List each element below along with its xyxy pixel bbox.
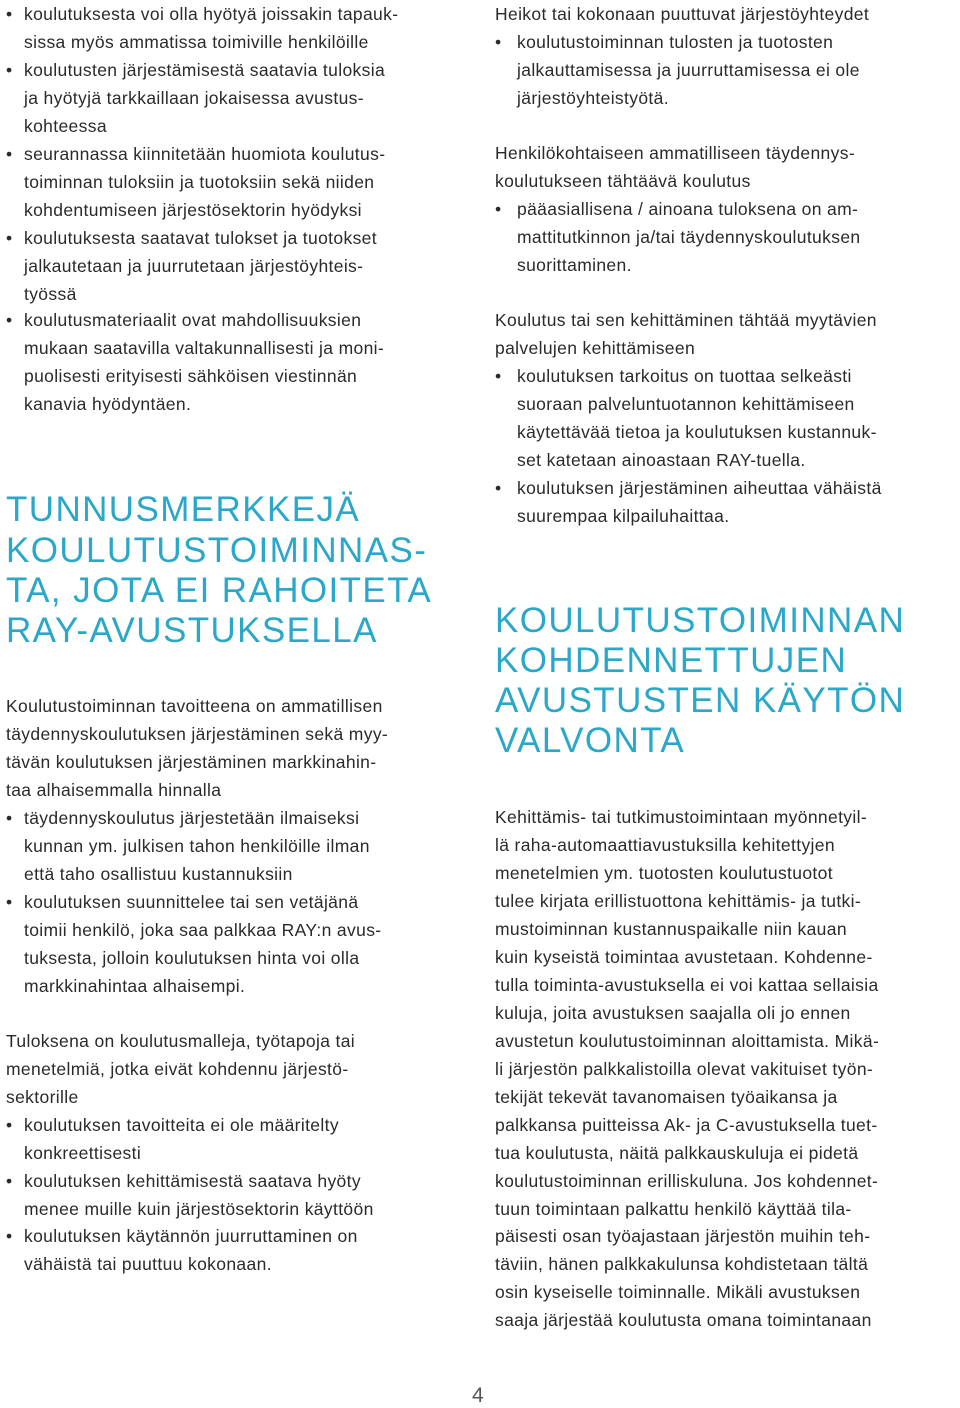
- bullet-text-line: koulutustoiminnan tulosten ja tuotosten: [517, 32, 834, 52]
- paragraph-line: Koulutus tai sen kehittäminen tähtää myytävien: [495, 310, 877, 330]
- paragraph-line: tulla toiminta-avustuksella ei voi kattaa sellaisia: [495, 975, 879, 995]
- paragraph-line: taa alhaisemmalla hinnalla: [6, 780, 222, 800]
- bullet-text-line: koulutuksen järjestäminen aiheuttaa vähäistä: [517, 478, 882, 498]
- paragraph-line: Henkilökohtaiseen ammatilliseen täydennys-: [495, 143, 856, 163]
- paragraph-line: päisesti osan työajastaan järjestön muihin teh-: [495, 1226, 871, 1246]
- bullet-dot: •: [495, 478, 502, 498]
- heading-line: KOHDENNETTUJEN: [495, 641, 848, 680]
- bullet-text-line: koulutuksen käytännön juurruttaminen on: [24, 1226, 358, 1246]
- bullet-text-line: konkreettisesti: [24, 1143, 142, 1163]
- paragraph-line: koulutustoiminnan erilliskuluna. Jos kohdennet-: [495, 1171, 879, 1191]
- bullet-text-line: täydennyskoulutus järjestetään ilmaiseksi: [24, 808, 360, 828]
- bullet-text-line: mattitutkinnon ja/tai täydennyskoulutuksen: [517, 227, 861, 247]
- heading-line: AVUSTUSTEN KÄYTÖN: [495, 681, 906, 720]
- paragraph-line: Koulutustoiminnan tavoitteena on ammatillisen: [6, 696, 383, 716]
- paragraph-line: li järjestön palkkalistoilla olevat vakituiset työn-: [495, 1059, 874, 1079]
- bullet-text-line: koulutusmateriaalit ovat mahdollisuuksien: [24, 310, 362, 330]
- bullet-text-line: työssä: [24, 284, 77, 304]
- bullet-text-line: käytettävää tietoa ja koulutuksen kustannuk-: [517, 422, 877, 442]
- bullet-text-line: koulutuksesta voi olla hyötyä joissakin tapauk-: [24, 4, 399, 24]
- bullet-text-line: järjestöyhteistyötä.: [517, 88, 669, 108]
- bullet-text-line: suoraan palveluntuotannon kehittämiseen: [517, 394, 855, 414]
- paragraph-line: osin kyseiselle toiminnalle. Mikäli avustuksen: [495, 1282, 861, 1302]
- paragraph-line: täviin, hänen palkkakulunsa kohdistetaan tältä: [495, 1254, 869, 1274]
- bullet-text-line: suurempaa kilpailuhaittaa.: [517, 506, 730, 526]
- bullet-text-line: markkinahintaa alhaisempi.: [24, 976, 246, 996]
- bullet-dot: •: [6, 1226, 13, 1246]
- bullet-text-line: toimii henkilö, joka saa palkkaa RAY:n avus-: [24, 920, 382, 940]
- bullet-text-line: pääasiallisena / ainoana tuloksena on am-: [517, 199, 859, 219]
- paragraph-line: Heikot tai kokonaan puuttuvat järjestöyhteydet: [495, 4, 870, 24]
- bullet-dot: •: [495, 199, 502, 219]
- bullet-text-line: koulutuksen suunnittelee tai sen vetäjänä: [24, 892, 359, 912]
- paragraph-line: tekijät tekevät tavanomaisen työaikansa ja: [495, 1087, 838, 1107]
- paragraph-line: mustoiminnan kustannuspaikalle niin kauan: [495, 919, 847, 939]
- paragraph-line: koulutukseen tähtäävä koulutus: [495, 171, 751, 191]
- paragraph-line: menetelmiä, jotka eivät kohdennu järjestö-: [6, 1059, 349, 1079]
- bullet-text-line: koulutusten järjestämisestä saatavia tuloksia: [24, 60, 386, 80]
- paragraph-line: tuun toimintaan palkattu henkilö käyttää tila-: [495, 1199, 852, 1219]
- bullet-dot: •: [6, 144, 13, 164]
- bullet-dot: •: [6, 892, 13, 912]
- bullet-text-line: vähäistä tai puuttuu kokonaan.: [24, 1254, 272, 1274]
- bullet-text-line: set katetaan ainoastaan RAY-tuella.: [517, 450, 806, 470]
- bullet-text-line: tuksesta, jolloin koulutuksen hinta voi olla: [24, 948, 360, 968]
- heading-line: TA, JOTA EI RAHOITETA: [6, 571, 433, 610]
- paragraph-line: palvelujen kehittämiseen: [495, 338, 696, 358]
- paragraph-line: palkkansa puitteissa Ak- ja C-avustuksella tuet-: [495, 1115, 878, 1135]
- bullet-text-line: sissa myös ammatissa toimiville henkilöille: [24, 32, 369, 52]
- bullet-dot: •: [495, 366, 502, 386]
- paragraph-line: sektorille: [6, 1087, 79, 1107]
- bullet-text-line: kunnan ym. julkisen tahon henkilöille ilman: [24, 836, 370, 856]
- bullet-text-line: ja hyötyjä tarkkaillaan jokaisessa avustus-: [24, 88, 364, 108]
- bullet-dot: •: [495, 32, 502, 52]
- bullet-text-line: että taho osallistuu kustannuksiin: [24, 864, 293, 884]
- bullet-text-line: menee muille kuin järjestösektorin käyttöön: [24, 1199, 374, 1219]
- bullet-text-line: koulutuksen tavoitteita ei ole määritelty: [24, 1115, 339, 1135]
- paragraph-line: kuin kyseistä toimintaa avustetaan. Kohdenne-: [495, 947, 873, 967]
- heading-line: RAY-AVUSTUKSELLA: [6, 611, 378, 650]
- paragraph-line: Tuloksena on koulutusmalleja, työtapoja tai: [6, 1031, 356, 1051]
- bullet-dot: •: [6, 808, 13, 828]
- bullet-dot: •: [6, 60, 13, 80]
- bullet-text-line: mukaan saatavilla valtakunnallisesti ja moni-: [24, 338, 385, 358]
- paragraph-line: tävän koulutuksen järjestäminen markkinahin-: [6, 752, 377, 772]
- paragraph-line: saaja järjestää koulutusta omana toimintanaan: [495, 1310, 872, 1330]
- paragraph-line: kuluja, joita avustuksen saajalla oli jo ennen: [495, 1003, 851, 1023]
- bullet-text-line: puolisesti erityisesti sähköisen viestinnän: [24, 366, 358, 386]
- bullet-text-line: koulutuksen kehittämisestä saatava hyöty: [24, 1171, 361, 1191]
- bullet-text-line: koulutuksesta saatavat tulokset ja tuotokset: [24, 228, 377, 248]
- bullet-text-line: seurannassa kiinnitetään huomiota koulutus-: [24, 144, 386, 164]
- bullet-dot: •: [6, 228, 13, 248]
- bullet-text-line: jalkautetaan ja juurrutetaan järjestöyhteis-: [24, 256, 364, 276]
- paragraph-line: menetelmien ym. tuotosten koulutustuotot: [495, 863, 833, 883]
- bullet-dot: •: [6, 310, 13, 330]
- bullet-text-line: suorittaminen.: [517, 255, 632, 275]
- bullet-text-line: koulutuksen tarkoitus on tuottaa selkeästi: [517, 366, 852, 386]
- bullet-text-line: kohdentumiseen järjestösektorin hyödyksi: [24, 200, 362, 220]
- bullet-text-line: jalkauttamisessa ja juurruttamisessa ei ole: [517, 60, 860, 80]
- heading-line: VALVONTA: [495, 721, 686, 760]
- bullet-dot: •: [6, 4, 13, 24]
- paragraph-line: tua koulutusta, näitä palkkauskuluja ei pidetä: [495, 1143, 859, 1163]
- heading-line: KOULUTUSTOIMINNAN: [495, 601, 906, 640]
- paragraph-line: tulee kirjata erillistuottona kehittämis- ja tutki-: [495, 891, 862, 911]
- paragraph-line: täydennyskoulutuksen järjestäminen sekä myy-: [6, 724, 389, 744]
- heading-line: TUNNUSMERKKEJÄ: [6, 490, 361, 529]
- paragraph-line: Kehittämis- tai tutkimustoimintaan myönnetyil-: [495, 807, 868, 827]
- heading-line: KOULUTUSTOIMINNAS-: [6, 531, 428, 570]
- paragraph-line: avustetun koulutustoiminnan aloittamista. Mikä-: [495, 1031, 880, 1051]
- bullet-text-line: kohteessa: [24, 116, 107, 136]
- bullet-text-line: toiminnan tuloksiin ja tuotoksiin sekä niiden: [24, 172, 375, 192]
- page-number: 4: [472, 1384, 484, 1407]
- bullet-text-line: kanavia hyödyntäen.: [24, 394, 192, 414]
- paragraph-line: lä raha-automaattiavustuksilla kehitettyjen: [495, 835, 835, 855]
- bullet-dot: •: [6, 1115, 13, 1135]
- bullet-dot: •: [6, 1171, 13, 1191]
